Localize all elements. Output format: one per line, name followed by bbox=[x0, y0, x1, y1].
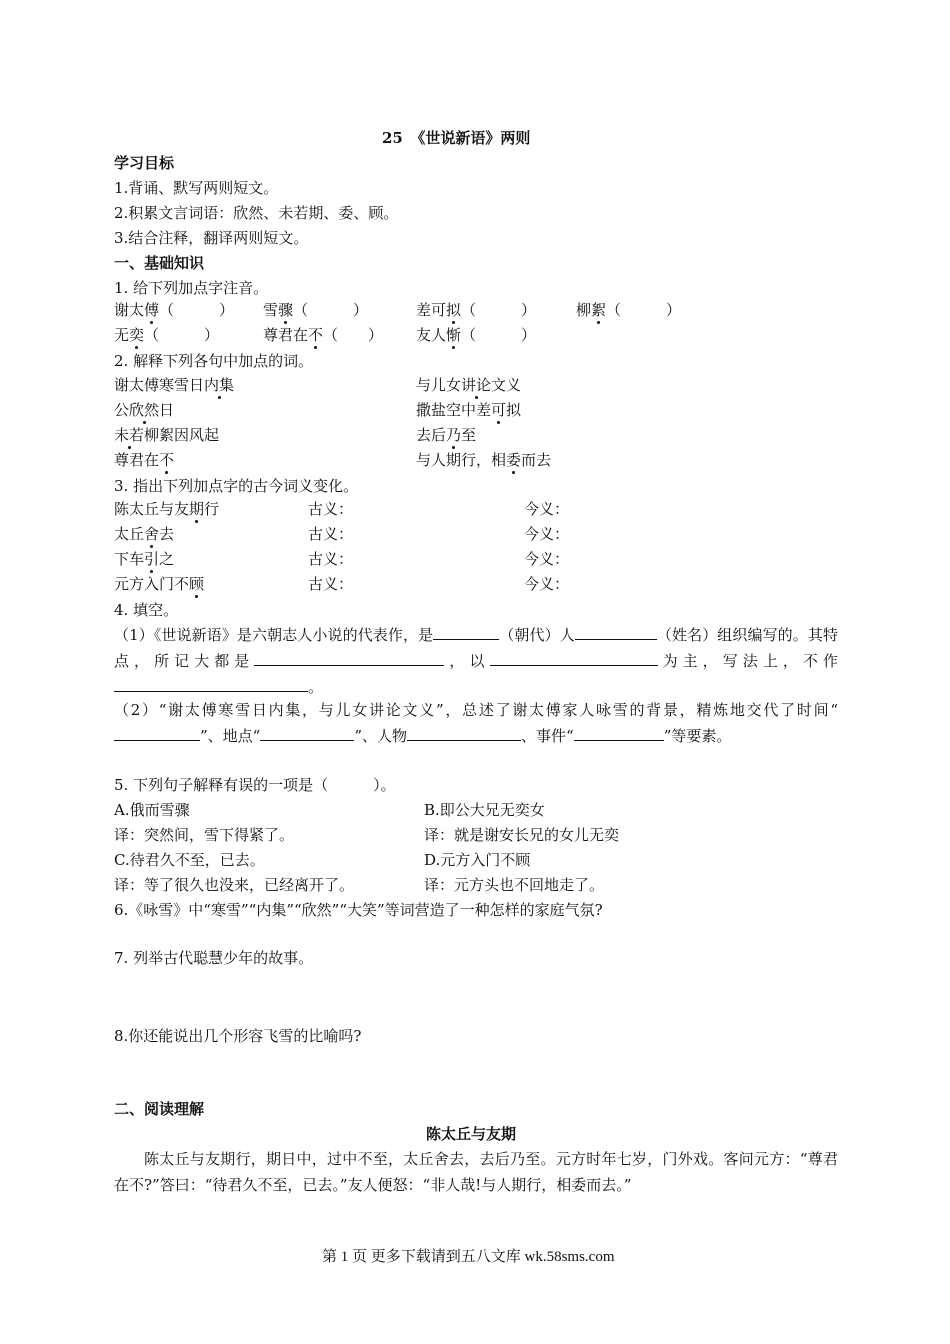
q5-stem: 5. 下列句子解释有误的一项是（ ）。 bbox=[114, 776, 396, 794]
q7-question: 7. 列举古代聪慧少年的故事。 bbox=[114, 949, 314, 967]
q6-question: 6.《咏雪》中“寒雪”“内集”“欣然”“大笑”等词营造了一种怎样的家庭气氛? bbox=[114, 901, 603, 919]
blank-focus[interactable] bbox=[490, 649, 658, 666]
q1-stem: 1. 给下列加点字注音。 bbox=[114, 279, 269, 297]
q3-phrase: 太丘舍去 bbox=[114, 525, 175, 543]
blank-time[interactable] bbox=[114, 724, 200, 741]
q1-item: 谢太傅（ ） bbox=[114, 301, 235, 319]
q1-item: 尊君在不（ ） bbox=[263, 326, 384, 344]
q5-option-b: B.即公大兄无奕女 bbox=[424, 801, 545, 819]
q5-option-b-translation: 译：就是谢安长兄的女儿无奕 bbox=[424, 826, 620, 844]
q1-item: 柳絮（ ） bbox=[576, 301, 682, 319]
q2-item: 公欣然日 bbox=[114, 401, 175, 419]
q2-item: 去后乃至 bbox=[416, 426, 477, 444]
q1-item: 差可拟（ ） bbox=[416, 301, 537, 319]
q3-gu-label: 古义： bbox=[308, 550, 354, 568]
goal-item-3: 3.结合注释，翻译两则短文。 bbox=[114, 229, 309, 247]
q3-jin-label: 今义： bbox=[524, 525, 570, 543]
q2-item: 谢太傅寒雪日内集 bbox=[114, 376, 235, 394]
section1-heading: 一、基础知识 bbox=[114, 254, 205, 272]
q2-item: 未若柳絮因风起 bbox=[114, 426, 220, 444]
q4-paragraph-2: （2）“谢太傅寒雪日内集，与儿女讲论文义”，总述了谢太傅家人咏雪的背景，精炼地交代了时间“”、地点“ ”、人物 、事件“ ”等要素。 bbox=[114, 701, 838, 745]
q3-gu-label: 古义： bbox=[308, 525, 354, 543]
blank-dynasty[interactable] bbox=[433, 623, 499, 640]
q5-option-a-translation: 译：突然间，雪下得紧了。 bbox=[114, 826, 295, 844]
page-title: 25 《世说新语》两则 bbox=[382, 129, 531, 147]
passage-text: 陈太丘与友期行，期日中，过中不至，太丘舍去，去后乃至。元方时年七岁，门外戏。客问元方：“尊君在不?”答曰：“待君久不至，已去。”友人便怒：“非人哉!与人期行，相委而去。” bbox=[114, 1150, 838, 1194]
q1-item: 无奕（ ） bbox=[114, 326, 220, 344]
q2-item: 与人期行，相委而去 bbox=[416, 451, 552, 469]
q3-phrase: 元方入门不顾 bbox=[114, 575, 205, 593]
blank-place[interactable] bbox=[260, 724, 354, 741]
q4-stem: 4. 填空。 bbox=[114, 601, 179, 619]
q5-option-d: D.元方入门不顾 bbox=[424, 851, 531, 869]
page-footer: 第 1 页 更多下载请到五八文库 wk.58sms.com bbox=[322, 1249, 615, 1265]
q5-option-d-translation: 译：元方头也不回地走了。 bbox=[424, 876, 605, 894]
section2-heading: 二、阅读理解 bbox=[114, 1100, 205, 1118]
q3-jin-label: 今义： bbox=[524, 575, 570, 593]
blank-event[interactable] bbox=[574, 724, 664, 741]
goal-item-2: 2.积累文言词语：欣然、未若期、委、顾。 bbox=[114, 204, 399, 222]
q5-option-a: A.俄而雪骤 bbox=[114, 801, 190, 819]
q5-option-c-translation: 译：等了很久也没来，已经离开了。 bbox=[114, 876, 355, 894]
q2-item: 尊君在不 bbox=[114, 451, 175, 469]
q3-stem: 3. 指出下列加点字的古今词义变化。 bbox=[114, 477, 359, 495]
q3-phrase: 下车引之 bbox=[114, 550, 175, 568]
goals-heading: 学习目标 bbox=[114, 154, 175, 172]
blank-content[interactable] bbox=[254, 649, 444, 666]
q5-option-c: C.待君久不至，已去。 bbox=[114, 851, 265, 869]
q2-item: 与儿女讲论文义 bbox=[416, 376, 522, 394]
blank-name[interactable] bbox=[575, 623, 657, 640]
q3-gu-label: 古义： bbox=[308, 500, 354, 518]
q1-item: 友人惭（ ） bbox=[416, 326, 537, 344]
passage-title: 陈太丘与友期 bbox=[426, 1125, 517, 1143]
q3-jin-label: 今义： bbox=[524, 550, 570, 568]
goal-item-1: 1.背诵、默写两则短文。 bbox=[114, 179, 279, 197]
q3-gu-label: 古义： bbox=[308, 575, 354, 593]
q2-stem: 2. 解释下列各句中加点的词。 bbox=[114, 352, 314, 370]
q3-phrase: 陈太丘与友期行 bbox=[114, 500, 220, 518]
q2-item: 撒盐空中差可拟 bbox=[416, 401, 522, 419]
q1-item: 雪骤（ ） bbox=[263, 301, 369, 319]
q3-jin-label: 今义： bbox=[524, 500, 570, 518]
blank-style[interactable] bbox=[114, 675, 308, 692]
q8-question: 8.你还能说出几个形容飞雪的比喻吗? bbox=[114, 1027, 362, 1045]
blank-people[interactable] bbox=[407, 724, 521, 741]
q4-paragraph-1: （1）《世说新语》是六朝志人小说的代表作，是 （朝代）人 （姓名）组织编写的。其特点，所记大都是 ，以 为主，写法上，不作。 bbox=[114, 622, 838, 700]
